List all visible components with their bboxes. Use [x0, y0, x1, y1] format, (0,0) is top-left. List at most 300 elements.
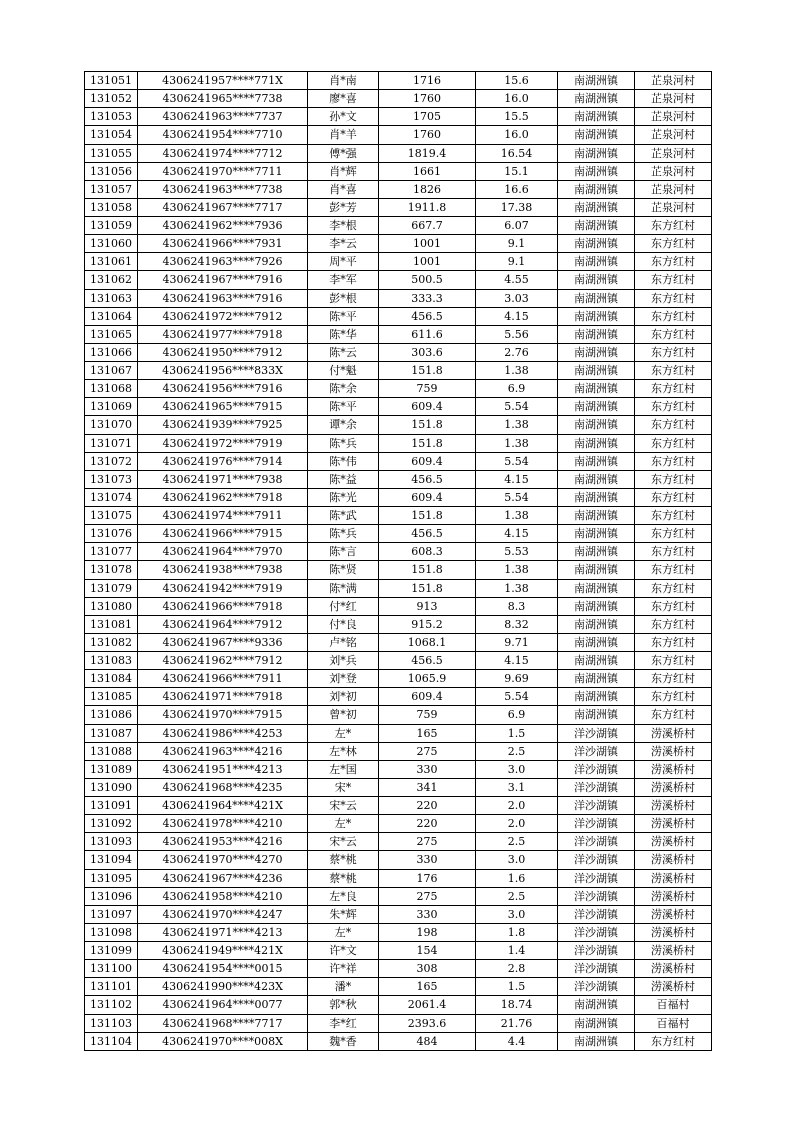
area-cell: 1.38: [476, 434, 558, 452]
id-number-cell: 4306241964****7912: [138, 615, 308, 633]
village-cell: 涝溪桥村: [635, 797, 712, 815]
serial-number-cell: 131073: [85, 470, 138, 488]
area-cell: 2.0: [476, 815, 558, 833]
table-row: [85, 525, 712, 543]
table-row: [85, 1014, 712, 1032]
area-cell: 2.5: [476, 833, 558, 851]
id-number-cell: 4306241962****7936: [138, 217, 308, 235]
name-cell: 许*祥: [308, 960, 379, 978]
area-cell: 2.76: [476, 343, 558, 361]
area-cell: 9.1: [476, 253, 558, 271]
town-cell: 南湖洲镇: [558, 198, 635, 216]
name-cell: 陈*平: [308, 307, 379, 325]
town-cell: 南湖洲镇: [558, 1014, 635, 1032]
amount-cell: 1705: [379, 108, 476, 126]
serial-number-cell: 131087: [85, 724, 138, 742]
table-row: [85, 126, 712, 144]
id-number-cell: 4306241963****7738: [138, 180, 308, 198]
amount-cell: 609.4: [379, 688, 476, 706]
serial-number-cell: 131064: [85, 307, 138, 325]
serial-number-cell: 131052: [85, 90, 138, 108]
name-cell: 陈*益: [308, 470, 379, 488]
amount-cell: 1001: [379, 235, 476, 253]
serial-number-cell: 131104: [85, 1032, 138, 1050]
town-cell: 南湖洲镇: [558, 362, 635, 380]
id-number-cell: 4306241963****4216: [138, 742, 308, 760]
table-row: [85, 90, 712, 108]
amount-cell: 176: [379, 869, 476, 887]
table-row: [85, 597, 712, 615]
amount-cell: 608.3: [379, 543, 476, 561]
id-number-cell: 4306241951****4213: [138, 760, 308, 778]
amount-cell: 330: [379, 851, 476, 869]
amount-cell: 500.5: [379, 271, 476, 289]
table-row: [85, 343, 712, 361]
serial-number-cell: 131099: [85, 942, 138, 960]
id-number-cell: 4306241954****7710: [138, 126, 308, 144]
village-cell: 东方红村: [635, 380, 712, 398]
name-cell: 陈*伟: [308, 452, 379, 470]
town-cell: 南湖洲镇: [558, 615, 635, 633]
town-cell: 洋沙湖镇: [558, 869, 635, 887]
village-cell: 百福村: [635, 1014, 712, 1032]
name-cell: 左*林: [308, 742, 379, 760]
village-cell: 东方红村: [635, 688, 712, 706]
name-cell: 刘*登: [308, 670, 379, 688]
area-cell: 8.3: [476, 597, 558, 615]
name-cell: 周*平: [308, 253, 379, 271]
table-row: [85, 253, 712, 271]
id-number-cell: 4306241971****4213: [138, 923, 308, 941]
town-cell: 南湖洲镇: [558, 325, 635, 343]
town-cell: 南湖洲镇: [558, 108, 635, 126]
area-cell: 16.6: [476, 180, 558, 198]
area-cell: 18.74: [476, 996, 558, 1014]
table-row: [85, 452, 712, 470]
village-cell: 东方红村: [635, 362, 712, 380]
village-cell: 东方红村: [635, 488, 712, 506]
name-cell: 刘*初: [308, 688, 379, 706]
town-cell: 南湖洲镇: [558, 525, 635, 543]
serial-number-cell: 131058: [85, 198, 138, 216]
table-row: [85, 1032, 712, 1050]
id-number-cell: 4306241966****7911: [138, 670, 308, 688]
village-cell: 东方红村: [635, 597, 712, 615]
amount-cell: 165: [379, 978, 476, 996]
area-cell: 5.54: [476, 688, 558, 706]
village-cell: 东方红村: [635, 633, 712, 651]
village-cell: 东方红村: [635, 307, 712, 325]
amount-cell: 154: [379, 942, 476, 960]
village-cell: 东方红村: [635, 525, 712, 543]
serial-number-cell: 131063: [85, 289, 138, 307]
town-cell: 洋沙湖镇: [558, 815, 635, 833]
name-cell: 李*云: [308, 235, 379, 253]
area-cell: 3.1: [476, 778, 558, 796]
village-cell: 东方红村: [635, 670, 712, 688]
area-cell: 1.38: [476, 579, 558, 597]
name-cell: 宋*云: [308, 833, 379, 851]
serial-number-cell: 131102: [85, 996, 138, 1014]
id-number-cell: 4306241971****7918: [138, 688, 308, 706]
table-row: [85, 724, 712, 742]
id-number-cell: 4306241962****7912: [138, 652, 308, 670]
table-row: [85, 815, 712, 833]
area-cell: 6.9: [476, 706, 558, 724]
area-cell: 1.38: [476, 362, 558, 380]
area-cell: 1.38: [476, 561, 558, 579]
serial-number-cell: 131056: [85, 162, 138, 180]
amount-cell: 198: [379, 923, 476, 941]
amount-cell: 275: [379, 833, 476, 851]
village-cell: 东方红村: [635, 434, 712, 452]
area-cell: 17.38: [476, 198, 558, 216]
table-row: [85, 833, 712, 851]
name-cell: 左*: [308, 815, 379, 833]
town-cell: 南湖洲镇: [558, 688, 635, 706]
table-row: [85, 978, 712, 996]
table-row: [85, 271, 712, 289]
town-cell: 洋沙湖镇: [558, 778, 635, 796]
amount-cell: 1819.4: [379, 144, 476, 162]
serial-number-cell: 131093: [85, 833, 138, 851]
id-number-cell: 4306241958****4210: [138, 887, 308, 905]
amount-cell: 1760: [379, 90, 476, 108]
table-row: [85, 217, 712, 235]
village-cell: 涝溪桥村: [635, 742, 712, 760]
amount-cell: 913: [379, 597, 476, 615]
serial-number-cell: 131083: [85, 652, 138, 670]
town-cell: 南湖洲镇: [558, 235, 635, 253]
area-cell: 9.71: [476, 633, 558, 651]
serial-number-cell: 131062: [85, 271, 138, 289]
amount-cell: 609.4: [379, 452, 476, 470]
name-cell: 谭*余: [308, 416, 379, 434]
town-cell: 洋沙湖镇: [558, 724, 635, 742]
village-cell: 涝溪桥村: [635, 778, 712, 796]
village-cell: 东方红村: [635, 289, 712, 307]
name-cell: 郭*秋: [308, 996, 379, 1014]
serial-number-cell: 131079: [85, 579, 138, 597]
table-row: [85, 688, 712, 706]
table-row: [85, 960, 712, 978]
id-number-cell: 4306241942****7919: [138, 579, 308, 597]
village-cell: 涝溪桥村: [635, 942, 712, 960]
area-cell: 3.03: [476, 289, 558, 307]
village-cell: 涝溪桥村: [635, 724, 712, 742]
village-cell: 东方红村: [635, 343, 712, 361]
id-number-cell: 4306241965****7915: [138, 398, 308, 416]
village-cell: 涝溪桥村: [635, 869, 712, 887]
area-cell: 3.0: [476, 851, 558, 869]
area-cell: 9.1: [476, 235, 558, 253]
serial-number-cell: 131059: [85, 217, 138, 235]
serial-number-cell: 131081: [85, 615, 138, 633]
serial-number-cell: 131092: [85, 815, 138, 833]
serial-number-cell: 131089: [85, 760, 138, 778]
area-cell: 2.8: [476, 960, 558, 978]
id-number-cell: 4306241967****4236: [138, 869, 308, 887]
id-number-cell: 4306241974****7911: [138, 507, 308, 525]
serial-number-cell: 131061: [85, 253, 138, 271]
table-row: [85, 434, 712, 452]
town-cell: 南湖洲镇: [558, 652, 635, 670]
amount-cell: 456.5: [379, 307, 476, 325]
name-cell: 左*国: [308, 760, 379, 778]
town-cell: 洋沙湖镇: [558, 797, 635, 815]
table-row: [85, 706, 712, 724]
town-cell: 南湖洲镇: [558, 1032, 635, 1050]
serial-number-cell: 131085: [85, 688, 138, 706]
town-cell: 南湖洲镇: [558, 180, 635, 198]
town-cell: 南湖洲镇: [558, 126, 635, 144]
village-cell: 涝溪桥村: [635, 851, 712, 869]
table-row: [85, 235, 712, 253]
id-number-cell: 4306241964****7970: [138, 543, 308, 561]
serial-number-cell: 131096: [85, 887, 138, 905]
amount-cell: 275: [379, 742, 476, 760]
town-cell: 洋沙湖镇: [558, 942, 635, 960]
name-cell: 肖*喜: [308, 180, 379, 198]
table-row: [85, 470, 712, 488]
name-cell: 宋*: [308, 778, 379, 796]
id-number-cell: 4306241963****7926: [138, 253, 308, 271]
amount-cell: 330: [379, 905, 476, 923]
name-cell: 卢*铭: [308, 633, 379, 651]
area-cell: 5.54: [476, 398, 558, 416]
name-cell: 肖*羊: [308, 126, 379, 144]
name-cell: 李*红: [308, 1014, 379, 1032]
name-cell: 魏*香: [308, 1032, 379, 1050]
name-cell: 陈*兵: [308, 525, 379, 543]
serial-number-cell: 131077: [85, 543, 138, 561]
town-cell: 洋沙湖镇: [558, 905, 635, 923]
table-row: [85, 198, 712, 216]
name-cell: 潘*: [308, 978, 379, 996]
area-cell: 5.54: [476, 452, 558, 470]
serial-number-cell: 131051: [85, 72, 138, 90]
table-row: [85, 416, 712, 434]
town-cell: 南湖洲镇: [558, 470, 635, 488]
name-cell: 肖*南: [308, 72, 379, 90]
amount-cell: 308: [379, 960, 476, 978]
serial-number-cell: 131069: [85, 398, 138, 416]
table-row: [85, 108, 712, 126]
serial-number-cell: 131094: [85, 851, 138, 869]
id-number-cell: 4306241970****7915: [138, 706, 308, 724]
serial-number-cell: 131097: [85, 905, 138, 923]
serial-number-cell: 131066: [85, 343, 138, 361]
id-number-cell: 4306241972****7912: [138, 307, 308, 325]
village-cell: 东方红村: [635, 1032, 712, 1050]
area-cell: 1.4: [476, 942, 558, 960]
table-body: [85, 72, 712, 1051]
amount-cell: 151.8: [379, 579, 476, 597]
village-cell: 芷泉河村: [635, 162, 712, 180]
id-number-cell: 4306241967****7717: [138, 198, 308, 216]
table-row: [85, 942, 712, 960]
name-cell: 陈*满: [308, 579, 379, 597]
town-cell: 南湖洲镇: [558, 452, 635, 470]
area-cell: 16.0: [476, 90, 558, 108]
table-row: [85, 72, 712, 90]
amount-cell: 151.8: [379, 561, 476, 579]
name-cell: 彭*芳: [308, 198, 379, 216]
amount-cell: 1001: [379, 253, 476, 271]
id-number-cell: 4306241964****421X: [138, 797, 308, 815]
town-cell: 南湖洲镇: [558, 633, 635, 651]
area-cell: 6.9: [476, 380, 558, 398]
amount-cell: 609.4: [379, 398, 476, 416]
area-cell: 1.5: [476, 724, 558, 742]
table-row: [85, 996, 712, 1014]
village-cell: 芷泉河村: [635, 126, 712, 144]
amount-cell: 759: [379, 380, 476, 398]
serial-number-cell: 131078: [85, 561, 138, 579]
name-cell: 陈*贤: [308, 561, 379, 579]
area-cell: 1.5: [476, 978, 558, 996]
name-cell: 陈*光: [308, 488, 379, 506]
id-number-cell: 4306241964****0077: [138, 996, 308, 1014]
table-row: [85, 778, 712, 796]
id-number-cell: 4306241970****008X: [138, 1032, 308, 1050]
table-row: [85, 307, 712, 325]
village-cell: 涝溪桥村: [635, 887, 712, 905]
town-cell: 洋沙湖镇: [558, 851, 635, 869]
serial-number-cell: 131065: [85, 325, 138, 343]
amount-cell: 2393.6: [379, 1014, 476, 1032]
town-cell: 南湖洲镇: [558, 271, 635, 289]
name-cell: 曾*初: [308, 706, 379, 724]
village-cell: 东方红村: [635, 652, 712, 670]
area-cell: 9.69: [476, 670, 558, 688]
village-cell: 东方红村: [635, 217, 712, 235]
serial-number-cell: 131098: [85, 923, 138, 941]
id-number-cell: 4306241986****4253: [138, 724, 308, 742]
table-row: [85, 325, 712, 343]
village-cell: 百福村: [635, 996, 712, 1014]
name-cell: 陈*兵: [308, 434, 379, 452]
name-cell: 蔡*桃: [308, 851, 379, 869]
table-row: [85, 398, 712, 416]
village-cell: 芷泉河村: [635, 108, 712, 126]
name-cell: 左*良: [308, 887, 379, 905]
id-number-cell: 4306241954****0015: [138, 960, 308, 978]
area-cell: 16.54: [476, 144, 558, 162]
serial-number-cell: 131076: [85, 525, 138, 543]
village-cell: 芷泉河村: [635, 180, 712, 198]
amount-cell: 1661: [379, 162, 476, 180]
amount-cell: 456.5: [379, 525, 476, 543]
amount-cell: 1911.8: [379, 198, 476, 216]
area-cell: 8.32: [476, 615, 558, 633]
amount-cell: 456.5: [379, 652, 476, 670]
village-cell: 涝溪桥村: [635, 960, 712, 978]
area-cell: 15.1: [476, 162, 558, 180]
serial-number-cell: 131101: [85, 978, 138, 996]
table-row: [85, 869, 712, 887]
table-row: [85, 797, 712, 815]
village-cell: 东方红村: [635, 253, 712, 271]
name-cell: 左*: [308, 923, 379, 941]
table-row: [85, 488, 712, 506]
town-cell: 洋沙湖镇: [558, 960, 635, 978]
serial-number-cell: 131070: [85, 416, 138, 434]
table-row: [85, 144, 712, 162]
name-cell: 朱*辉: [308, 905, 379, 923]
serial-number-cell: 131086: [85, 706, 138, 724]
id-number-cell: 4306241978****4210: [138, 815, 308, 833]
area-cell: 4.15: [476, 307, 558, 325]
town-cell: 洋沙湖镇: [558, 760, 635, 778]
village-cell: 东方红村: [635, 416, 712, 434]
amount-cell: 484: [379, 1032, 476, 1050]
name-cell: 陈*华: [308, 325, 379, 343]
id-number-cell: 4306241957****771X: [138, 72, 308, 90]
serial-number-cell: 131103: [85, 1014, 138, 1032]
village-cell: 涝溪桥村: [635, 923, 712, 941]
serial-number-cell: 131100: [85, 960, 138, 978]
village-cell: 东方红村: [635, 271, 712, 289]
area-cell: 1.38: [476, 416, 558, 434]
village-cell: 芷泉河村: [635, 90, 712, 108]
id-number-cell: 4306241965****7738: [138, 90, 308, 108]
amount-cell: 333.3: [379, 289, 476, 307]
area-cell: 1.6: [476, 869, 558, 887]
amount-cell: 759: [379, 706, 476, 724]
id-number-cell: 4306241966****7931: [138, 235, 308, 253]
village-cell: 东方红村: [635, 398, 712, 416]
amount-cell: 165: [379, 724, 476, 742]
name-cell: 付*魁: [308, 362, 379, 380]
village-cell: 东方红村: [635, 452, 712, 470]
amount-cell: 667.7: [379, 217, 476, 235]
village-cell: 涝溪桥村: [635, 760, 712, 778]
table-row: [85, 180, 712, 198]
table-row: [85, 615, 712, 633]
name-cell: 宋*云: [308, 797, 379, 815]
town-cell: 南湖洲镇: [558, 434, 635, 452]
town-cell: 南湖洲镇: [558, 507, 635, 525]
amount-cell: 1826: [379, 180, 476, 198]
town-cell: 南湖洲镇: [558, 90, 635, 108]
name-cell: 许*文: [308, 942, 379, 960]
table-row: [85, 380, 712, 398]
serial-number-cell: 131080: [85, 597, 138, 615]
id-number-cell: 4306241963****7916: [138, 289, 308, 307]
town-cell: 南湖洲镇: [558, 253, 635, 271]
table-row: [85, 362, 712, 380]
table-row: [85, 905, 712, 923]
table-row: [85, 561, 712, 579]
town-cell: 南湖洲镇: [558, 72, 635, 90]
town-cell: 洋沙湖镇: [558, 887, 635, 905]
serial-number-cell: 131091: [85, 797, 138, 815]
name-cell: 刘*兵: [308, 652, 379, 670]
id-number-cell: 4306241939****7925: [138, 416, 308, 434]
village-cell: 东方红村: [635, 706, 712, 724]
serial-number-cell: 131095: [85, 869, 138, 887]
village-cell: 涝溪桥村: [635, 905, 712, 923]
id-number-cell: 4306241949****421X: [138, 942, 308, 960]
id-number-cell: 4306241972****7919: [138, 434, 308, 452]
village-cell: 东方红村: [635, 470, 712, 488]
table-row: [85, 633, 712, 651]
town-cell: 南湖洲镇: [558, 162, 635, 180]
table-row: [85, 742, 712, 760]
id-number-cell: 4306241938****7938: [138, 561, 308, 579]
serial-number-cell: 131071: [85, 434, 138, 452]
